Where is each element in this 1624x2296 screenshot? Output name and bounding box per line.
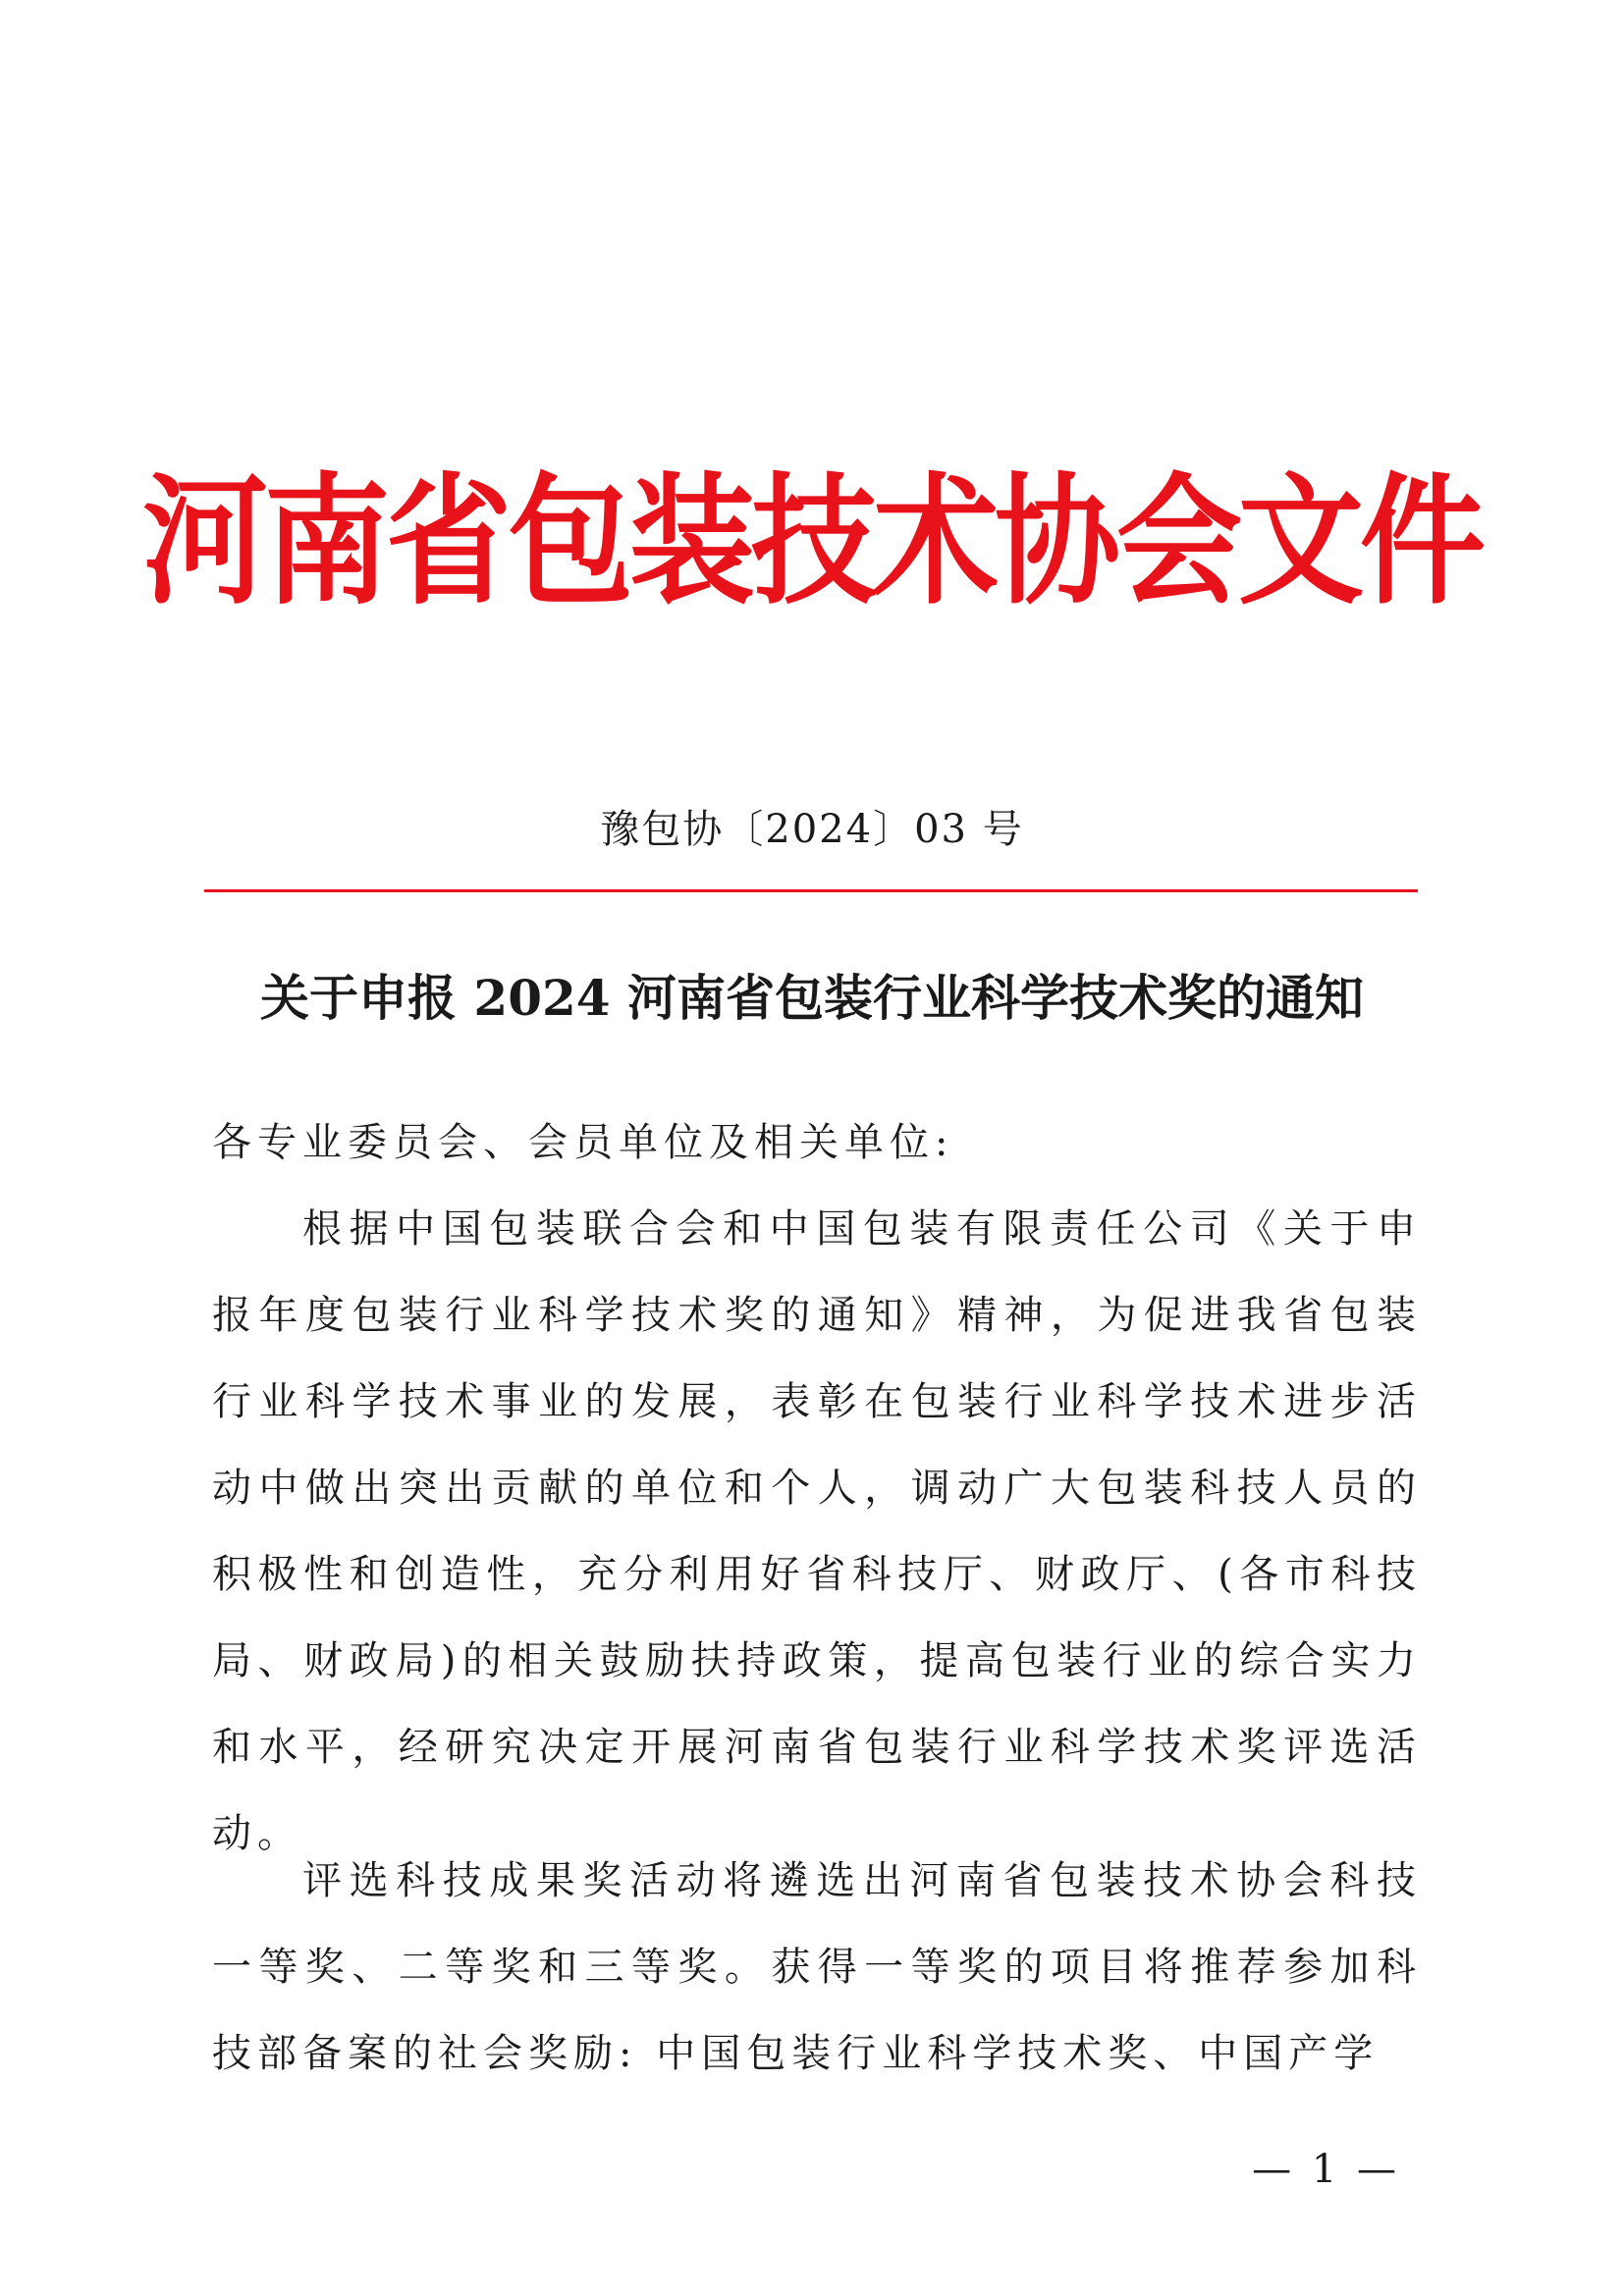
document-number: 豫包协〔2024〕03 号 [600,807,1024,852]
notice-title: 关于申报 2024 河南省包装行业科学技术奖的通知 [260,969,1364,1027]
body-paragraph-2: 评选科技成果奖活动将遴选出河南省包装技术协会科技一等奖、二等奖和三等奖。获得一等奖的项目将推荐参加科技部备案的社会奖励: 中国包装行业科学技术奖、中国产学 [212,1858,1422,2076]
red-divider-line [204,889,1418,892]
salutation: 各专业委员会、会员单位及相关单位: [212,1120,954,1165]
masthead-title: 河南省包装技术协会文件 [141,459,1482,624]
page-number: — 1 — [1252,2147,1400,2192]
body-paragraph-1: 根据中国包装联合会和中国包装有限责任公司《关于申报年度包装行业科学技术奖的通知》精神，为促进我省包装行业科学技术事业的发展，表彰在包装行业科学技术进步活动中做出突出贡献的单位和个人，调动广大包装科技人员的积极性和创造性，充分利用好省科技厅、财政厅、(各市科技局、财政局)的相关鼓励扶持政策，提高包装行业的综合实力和水平，经研究决定开展河南省包装行业科学技术奖评选活动。 [212,1206,1422,1856]
